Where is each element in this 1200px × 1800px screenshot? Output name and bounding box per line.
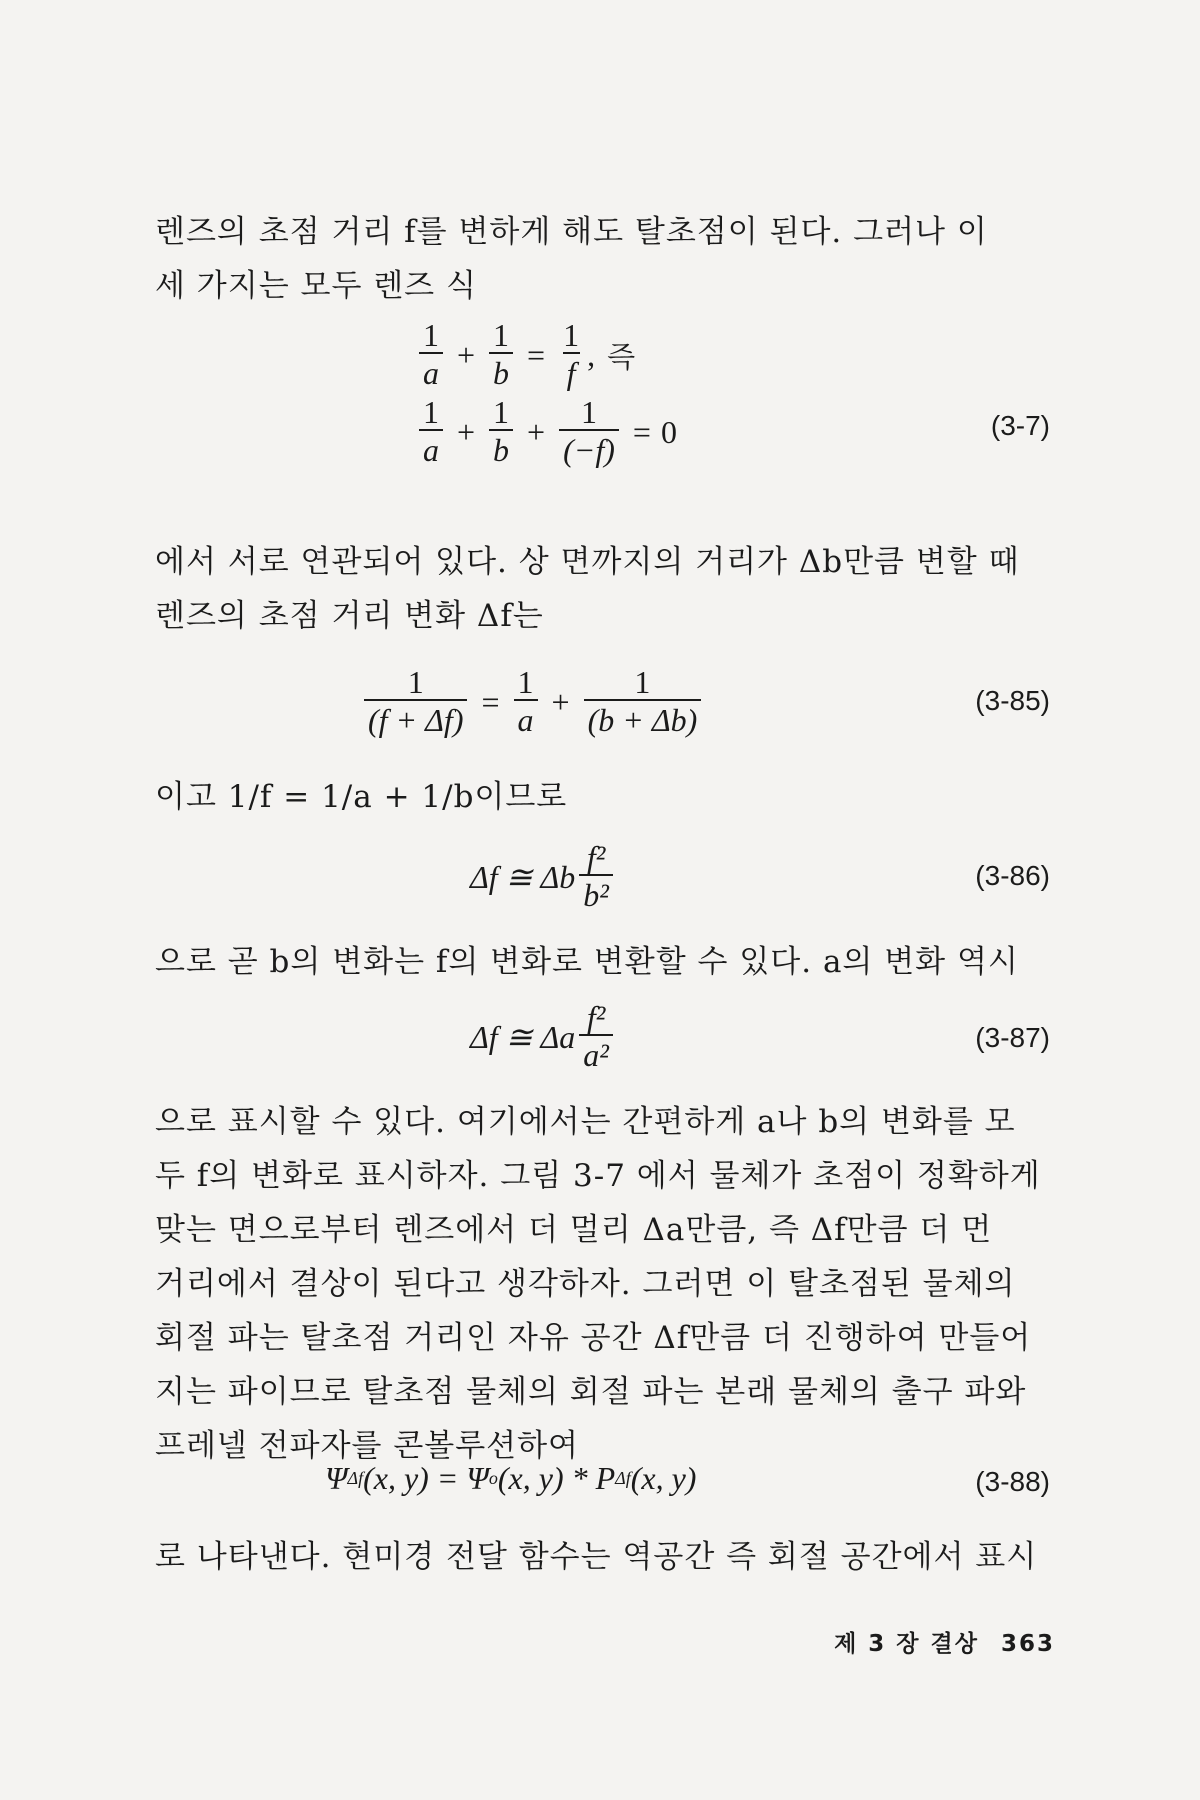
text-line: 거리에서 결상이 된다고 생각하자. 그러면 이 탈초점된 물체의 bbox=[155, 1266, 1016, 1302]
equation-number: (3-85) bbox=[975, 685, 1050, 716]
plus-sign: + bbox=[527, 413, 546, 450]
equation-3-85 bbox=[360, 665, 705, 739]
fraction: $\frac{\text{f²}}{\text{a²}}$ bbox=[579, 1000, 613, 1074]
text-line: 에서 서로 연관되어 있다. 상 면까지의 거리가 Δb만큼 변할 때 bbox=[155, 544, 1020, 580]
fraction: $\frac{1}{b}$ bbox=[489, 395, 513, 469]
equation-lhs: Δf ≅ Δb bbox=[470, 859, 576, 895]
equation-3-87 bbox=[470, 1000, 617, 1074]
equals-sign: = bbox=[632, 413, 651, 450]
fraction: $\frac{1}{a}$ bbox=[514, 665, 538, 739]
page-number: 363 bbox=[1000, 1631, 1055, 1657]
equation-number: (3-87) bbox=[975, 1022, 1050, 1053]
fraction: $\frac{1}{f}$ bbox=[563, 317, 580, 391]
plus-sign: + bbox=[457, 413, 476, 450]
paragraph-6 bbox=[155, 1530, 1055, 1584]
paragraph-5 bbox=[155, 1095, 1055, 1473]
equation-number: (3-88) bbox=[975, 1466, 1050, 1497]
fraction: $\frac{1}{a}$ bbox=[419, 318, 443, 392]
comma: , bbox=[587, 336, 596, 373]
text-line: 으로 표시할 수 있다. 여기에서는 간편하게 a나 b의 변화를 모 bbox=[155, 1104, 1016, 1140]
fraction: $\frac{1}{(-f)}$ bbox=[559, 395, 619, 469]
equation-3-7-line2 bbox=[415, 395, 677, 469]
text-line: 렌즈의 초점 거리 변화 Δf는 bbox=[155, 598, 544, 634]
equation-number: (3-7) bbox=[990, 410, 1050, 441]
text-line: 지는 파이므로 탈초점 물체의 회절 파는 본래 물체의 출구 파와 bbox=[155, 1374, 1027, 1410]
equation-3-88: Ψ Δf (x, y) = Ψ o (x, y) * P Δf (x, y) bbox=[325, 1460, 697, 1496]
text-line: 렌즈의 초점 거리 f를 변하게 해도 탈초점이 된다. 그러나 이 bbox=[155, 214, 988, 250]
connector-word: 즉 bbox=[607, 339, 636, 374]
page-footer bbox=[834, 1625, 1055, 1658]
text-line: 로 나타낸다. 현미경 전달 함수는 역공간 즉 회절 공간에서 표시 bbox=[155, 1539, 1038, 1575]
equation-3-7-line1 bbox=[415, 318, 635, 392]
text-line: 으로 곧 b의 변화는 f의 변화로 변환할 수 있다. a의 변화 역시 bbox=[155, 944, 1019, 980]
equals-sign: = bbox=[481, 683, 500, 720]
text-line: 맞는 면으로부터 렌즈에서 더 멀리 Δa만큼, 즉 Δf만큼 더 먼 bbox=[155, 1212, 993, 1248]
text-line: 세 가지는 모두 렌즈 식 bbox=[155, 268, 477, 304]
text-line: 이고 1/f = 1/a + 1/b이므로 bbox=[155, 779, 568, 815]
equation-lhs: Δf ≅ Δa bbox=[470, 1019, 576, 1055]
paragraph-1 bbox=[155, 205, 1055, 313]
text-line: 두 f의 변화로 표시하자. 그림 3-7 에서 물체가 초점이 정확하게 bbox=[155, 1158, 1041, 1194]
equation-3-86 bbox=[470, 840, 617, 914]
plus-sign: + bbox=[551, 683, 570, 720]
fraction: $\frac{1}{(f + \Delta f)}$ bbox=[364, 665, 467, 739]
fraction: $\frac{1}{(b + \Delta b)}$ bbox=[584, 665, 702, 739]
plus-sign: + bbox=[457, 336, 476, 373]
paragraph-3 bbox=[155, 770, 1055, 824]
text-line: 회절 파는 탈초점 거리인 자유 공간 Δf만큼 더 진행하여 만들어 bbox=[155, 1320, 1032, 1356]
text-line: 프레넬 전파자를 콘볼루션하여 bbox=[155, 1428, 580, 1464]
chapter-label: 제 3 장 결상 bbox=[834, 1631, 979, 1657]
equals-sign: = bbox=[527, 336, 546, 373]
fraction: $\frac{1}{b}$ bbox=[489, 318, 513, 392]
paragraph-4 bbox=[155, 935, 1055, 989]
paragraph-2 bbox=[155, 535, 1055, 643]
fraction: $\frac{1}{a}$ bbox=[419, 395, 443, 469]
fraction: $\frac{\text{f²}}{\text{b²}}$ bbox=[579, 840, 613, 914]
equation-number: (3-86) bbox=[975, 860, 1050, 891]
zero: 0 bbox=[660, 413, 677, 450]
